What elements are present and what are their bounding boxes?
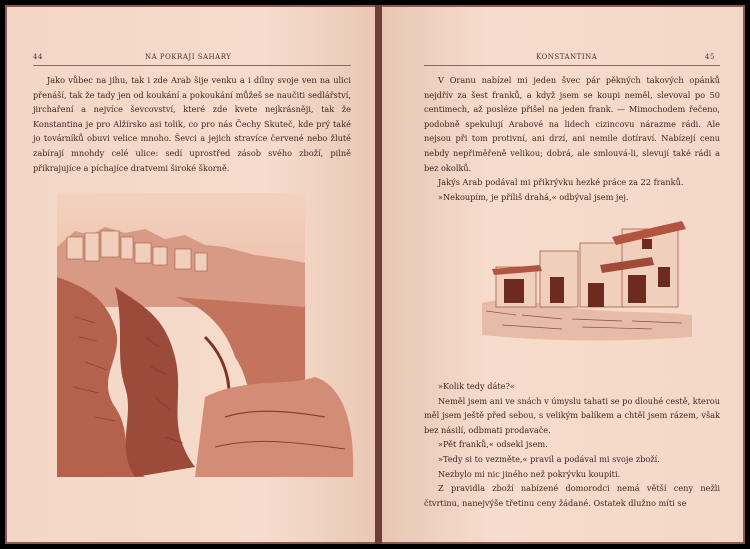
book-spread bbox=[5, 5, 745, 544]
header-rule-right bbox=[424, 65, 720, 66]
ruined-houses-illustration bbox=[482, 215, 692, 347]
book-gutter bbox=[375, 5, 382, 544]
paragraph: V Oranu nabízel mi jeden švec pár pěkných takových opánků nejdřív za šest franků, a když jsem se koupi neměl, slevoval po 50 centimech, až posléze přišel na jeden frank. — Mimochodem řečeno, podobně spekulují Arabové na lidech cizincovu nárazme rádi. Ale nejsou při tom protivní, ani drzí, ani nemile dotíraví. Nabízejí cenu nebdy nepřiměřeně velikou; dobrá, ale smlouvá-li, slevují také rádi a bez okolků. bbox=[424, 75, 720, 173]
paragraph: Jakýs Arab podával mi přikrývku hezké práce za 22 franků. bbox=[438, 177, 684, 188]
paragraph: Neměl jsem ani ve snách v úmyslu tahati se po dlouhé cestě, kterou měl jsem ještě před sebou, s velikým balíkem a chtěl jsem rázem, však bez násilí, odbmati prodavače. bbox=[424, 395, 720, 435]
page-number-right: 45 bbox=[705, 53, 715, 61]
paragraph: Nezbylo mi nic jiného než pokrývku koupiti. bbox=[438, 468, 621, 479]
left-text-block bbox=[33, 73, 351, 175]
rocky-town-illustration bbox=[55, 187, 355, 487]
paragraph: »Pět franků,« odsekl jsem. bbox=[438, 439, 548, 450]
paragraph: »Kolik tedy dáte?« bbox=[438, 381, 515, 391]
left-page bbox=[7, 7, 375, 542]
running-head-right: KONSTANTINA bbox=[536, 53, 598, 61]
paragraph: »Nekoupím, je příliš drahá,« odbýval jsem jej. bbox=[438, 191, 629, 202]
right-text-block-top bbox=[424, 73, 720, 204]
paragraph: Z pravidla zboží nabízené domorodci nemá větší ceny nežli čtvrtinu, nanejvýše třetinu ceny žádané. Ostatek dlužno míti se bbox=[424, 483, 720, 508]
running-head-left: NA POKRAJI SAHARY bbox=[145, 53, 232, 61]
paragraph: »Tedy si to vezměte,« pravil a podával mi svoje zboží. bbox=[438, 453, 660, 464]
page-number-left: 44 bbox=[33, 53, 43, 61]
header-rule-left bbox=[33, 65, 351, 66]
paragraph: Jako vůbec na jihu, tak i zde Arab šije venku a i dílny svoje ven na ulici přenáší, tak že tady jen od koukání a pokoukání můžeš se naučiti sedlářství, jirchaření a nejvíce ševcovství, které zde kvete nejkrásněji, tak že Konstantina je pro Alžírsko asi tolik, co pro nás Čechy Skuteč, kde prý také jo továrníků obuvi velice mnoho. Ševci a jejich stravíce červené nebo žluté zabírají mnohdy celé ulice: sedí uprostřed zásob svého zboží, pilně přikrajujíce a píchajíce dratvemi široké škorně. bbox=[33, 75, 351, 173]
right-text-block-bottom bbox=[424, 379, 720, 510]
right-page bbox=[382, 7, 743, 542]
